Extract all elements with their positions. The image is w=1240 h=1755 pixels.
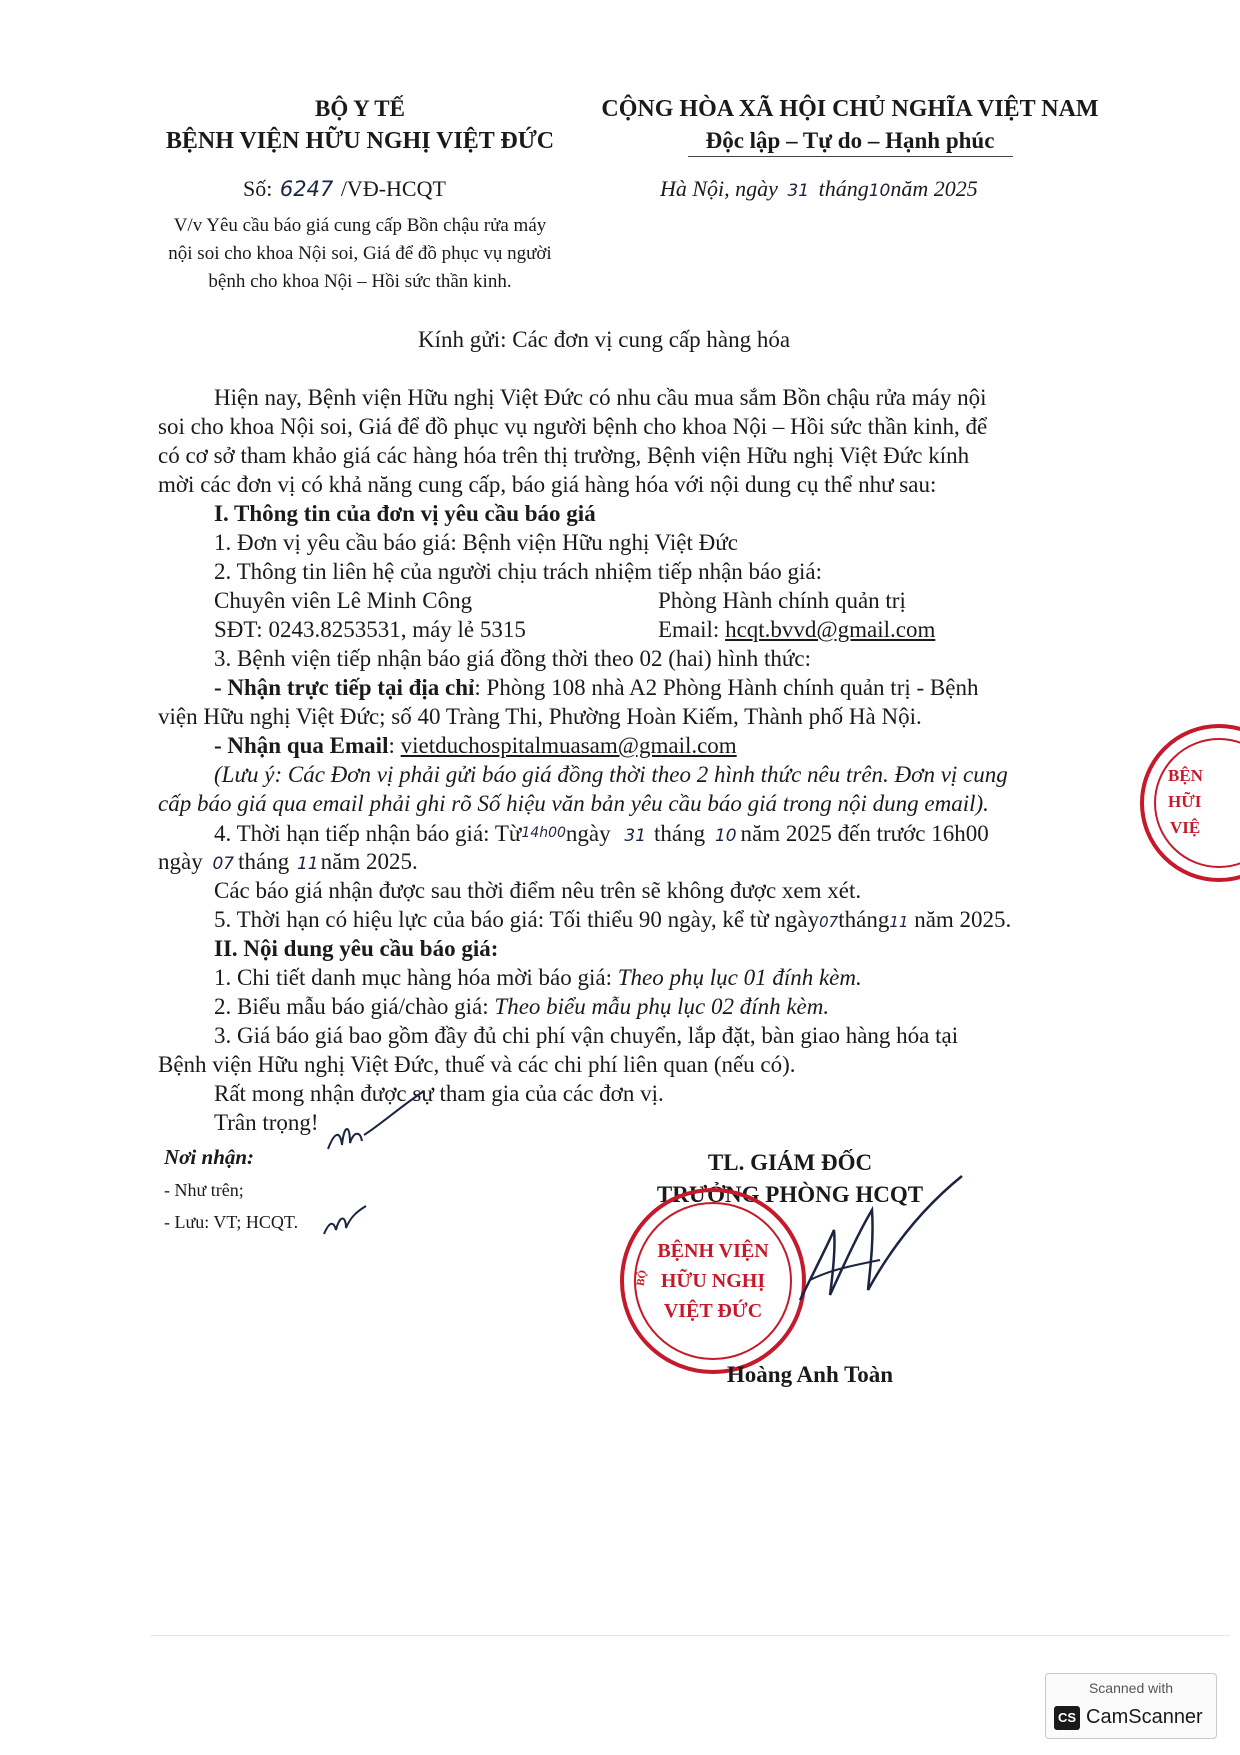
contact-email-link[interactable]: hcqt.bvvd@gmail.com [725,617,936,642]
direct-submission-line [214,674,978,702]
edge-seal [1140,724,1240,882]
signature-title: TL. GIÁM ĐỐC [707,1150,873,1175]
section1-heading: I. Thông tin của đơn vị yêu cầu báo giá [214,501,596,526]
document-number-suffix: /VĐ-HCQT [340,176,446,201]
archive-initials [320,1200,370,1240]
section2-item2-label: 2. Biểu mẫu báo giá/chào giá: [214,994,495,1019]
seal-side-text: BỘ [634,1269,650,1287]
national-motto: Độc lập – Tự do – Hạnh phúc [705,128,995,153]
camscanner-logo-icon: CS [1054,1706,1080,1730]
intro-line: có cơ sở tham khảo giá các hàng hóa trên thị trường, Bệnh viện Hữu nghị Việt Đức kính [158,443,970,468]
seal-text: VIỆT ĐỨC [663,1300,763,1322]
item5-text: tháng [838,907,890,932]
section1-item1: 1. Đơn vị yêu cầu báo giá: Bệnh viện Hữu nghị Việt Đức [214,530,738,555]
section1-item4 [214,819,989,850]
email-submission-label: - Nhận qua Email [214,733,389,758]
item4-handwritten-time: 14h00 [521,825,566,841]
section2-item1-value: Theo phụ lục 01 đính kèm. [617,965,862,990]
document-number [243,176,446,202]
contact-email-label: Email: [658,617,726,642]
item4-handwritten-month: 10 [714,826,737,846]
item5-text: 5. Thời hạn có hiệu lực của báo giá: Tối thiểu 90 ngày, kể từ ngày [214,907,820,932]
item4-handwritten-day: 31 [624,826,647,846]
direct-submission-address: viện Hữu nghị Việt Đức; số 40 Tràng Thi, Phường Hoàn Kiếm, Thành phố Hà Nội. [158,704,922,729]
section2-item3: 3. Giá báo giá bao gồm đầy đủ chi phí vận chuyển, lắp đặt, bàn giao hàng hóa tại [214,1023,959,1048]
recipient-item: - Như trên; [164,1180,244,1200]
contact-phone: SĐT: 0243.8253531, máy lẻ 5315 [214,617,526,642]
contact-email-line [658,616,935,644]
subject-line: V/v Yêu cầu báo giá cung cấp Bồn chậu rửa máy [173,215,547,236]
date-month-label: tháng [818,176,869,201]
greeting: Kính gửi: Các đơn vị cung cấp hàng hóa [418,327,791,352]
item4-text: tháng [654,821,706,846]
scanner-name: CamScanner [1086,1706,1203,1728]
scanner-caption: Scanned with [1088,1680,1174,1696]
subject-line: bệnh cho khoa Nội – Hồi sức thần kinh. [208,271,512,292]
country-name: CỘNG HÒA XÃ HỘI CHỦ NGHĨA VIỆT NAM [601,96,1099,122]
section1-item2: 2. Thông tin liên hệ của người chịu trách nhiệm tiếp nhận báo giá: [214,559,822,584]
section2-item2 [214,993,829,1021]
item5-text: năm 2025. [914,907,1012,932]
contact-department: Phòng Hành chính quản trị [658,588,906,613]
email-submission-line [214,732,737,760]
recipient-item: - Lưu: VT; HCQT. [164,1212,299,1232]
section1-item4-note: Các báo giá nhận được sau thời điểm nêu trên sẽ không được xem xét. [214,878,862,903]
section2-item1-label: 1. Chi tiết danh mục hàng hóa mời báo giá: [214,965,618,990]
section2-heading: II. Nội dung yêu cầu báo giá: [214,936,499,961]
official-seal [620,1188,806,1374]
date-day-handwritten: 31 [787,181,810,201]
scan-edge-line [150,1635,1230,1636]
closing-line: Rất mong nhận được sự tham gia của các đơn vị. [214,1081,664,1106]
document-number-handwritten: 6247 [279,177,334,201]
signature-position: TRƯỞNG PHÒNG HCQT [656,1182,924,1207]
direct-submission-text: : Phòng 108 nhà A2 Phòng Hành chính quản trị - Bệnh [474,675,979,700]
item4-text: năm 2025 đến trước 16h00 [740,821,989,846]
note-line: cấp báo giá qua email phải ghi rõ Số hiệu văn bản yêu cầu báo giá trong nội dung email). [158,791,989,816]
note-line: (Lưu ý: Các Đơn vị phải gửi báo giá đồng thời theo 2 hình thức nêu trên. Đơn vị cung [214,762,1008,787]
item4-text: ngày [158,849,203,874]
item5-handwritten-month: 11 [889,913,909,931]
header-divider [237,128,437,130]
recipients-title: Nơi nhận: [164,1145,255,1169]
date-prefix: Hà Nội, ngày [660,176,778,201]
item4-text: năm 2025. [320,849,418,874]
edge-seal-text: VIỆ [1170,818,1201,837]
intro-line: soi cho khoa Nội soi, Giá để đồ phục vụ người bệnh cho khoa Nội – Hồi sức thần kinh, để [158,414,988,439]
motto-underline [688,156,1013,157]
edge-seal-text: BỆN [1168,766,1203,785]
section2-item2-value: Theo biểu mẫu phụ lục 02 đính kèm. [494,994,830,1019]
item4-text: tháng [238,849,290,874]
item5-handwritten-day: 07 [819,913,839,931]
section1-item3: 3. Bệnh viện tiếp nhận báo giá đồng thời theo 02 (hai) hình thức: [214,646,811,671]
closing-regards: Trân trọng! [214,1110,319,1135]
section2-item1 [214,964,862,992]
director-signature [790,1170,970,1310]
item4-text: 4. Thời hạn tiếp nhận báo giá: Từ [214,821,522,846]
date-month-handwritten: 10 [868,181,891,201]
ministry-name: BỘ Y TẾ [315,96,405,121]
edge-seal-text: HỮI [1168,792,1202,811]
submission-email-link[interactable]: vietduchospitalmuasam@gmail.com [400,733,737,758]
intro-line: Hiện nay, Bệnh viện Hữu nghị Việt Đức có nhu cầu mua sắm Bồn chậu rửa máy nội [214,385,987,410]
hospital-name: BỆNH VIỆN HỮU NGHỊ VIỆT ĐỨC [165,128,555,154]
section2-item3-cont: Bệnh viện Hữu nghị Việt Đức, thuế và các chi phí liên quan (nếu có). [158,1052,796,1077]
intro-line: mời các đơn vị có khả năng cung cấp, báo giá hàng hóa với nội dung cụ thể như sau: [158,472,937,497]
item4-handwritten-day2: 07 [212,854,235,874]
date-year: năm 2025 [890,176,978,201]
seal-text: BỆNH VIỆN [657,1240,769,1262]
camscanner-badge [1045,1673,1217,1739]
email-submission-colon: : [388,733,401,758]
document-number-prefix: Số: [243,176,273,201]
section1-item5 [214,906,1011,936]
item4-handwritten-month2: 11 [296,854,319,874]
section1-item4-cont [158,848,418,878]
document-date [660,176,978,202]
subject-block [140,212,580,296]
item4-text: ngày [565,821,611,846]
signer-name: Hoàng Anh Toàn [726,1362,894,1387]
direct-submission-label: - Nhận trực tiếp tại địa chỉ [214,675,475,700]
subject-line: nội soi cho khoa Nội soi, Giá để đồ phục vụ người [168,243,552,264]
seal-text: HỮU NGHỊ [660,1270,766,1292]
contact-name: Chuyên viên Lê Minh Công [214,588,473,613]
initials-signature [320,1085,430,1165]
